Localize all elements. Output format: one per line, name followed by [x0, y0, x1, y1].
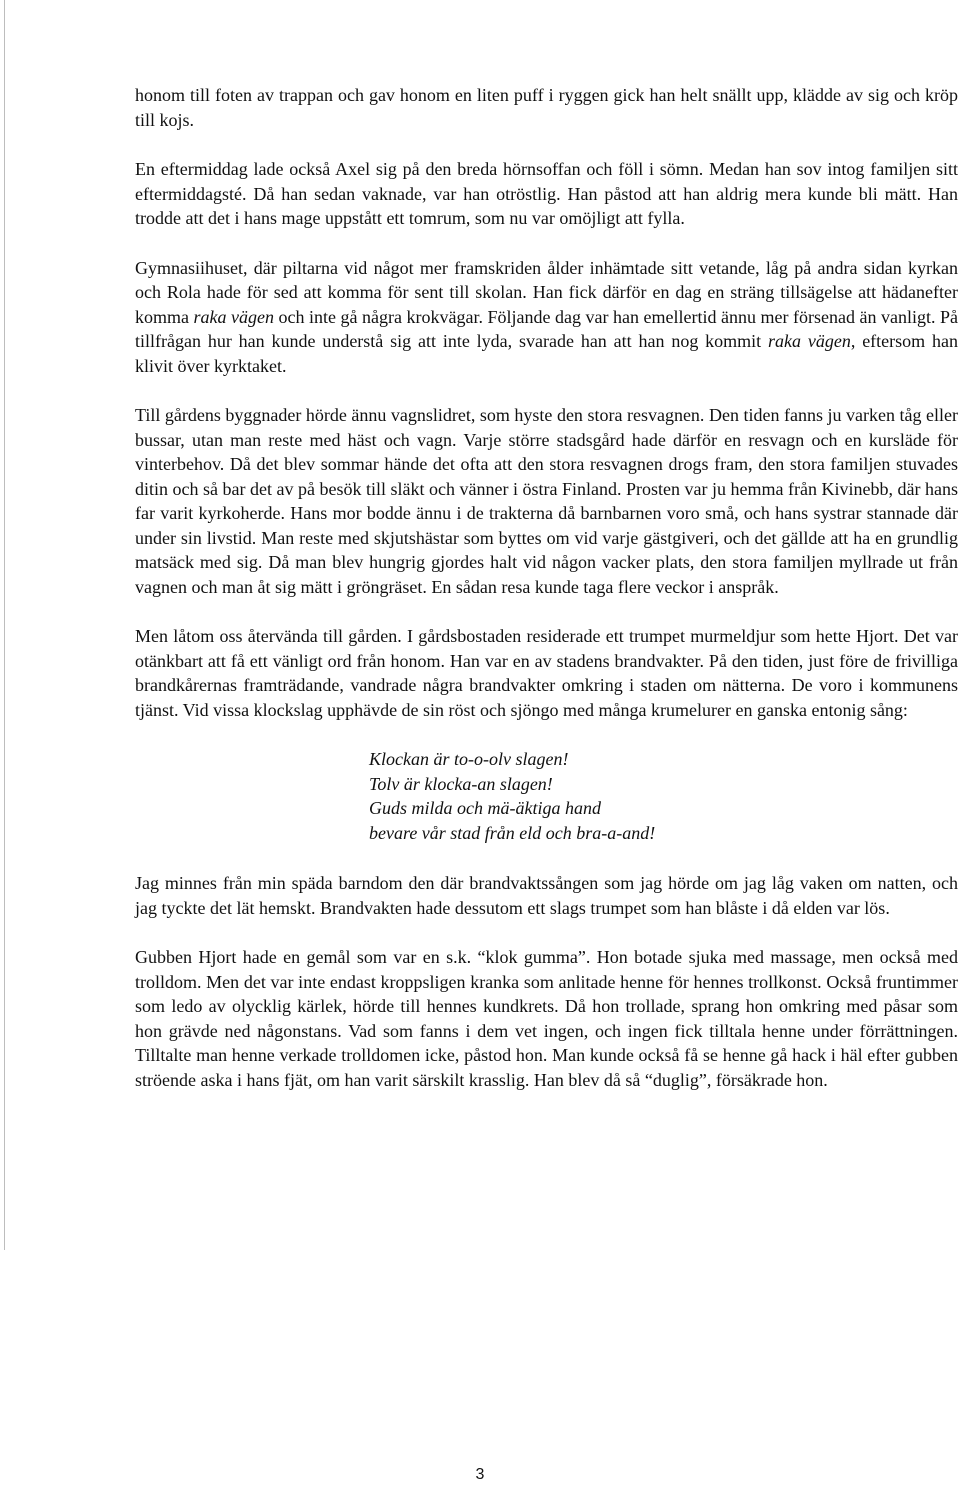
- body-paragraph: [135, 403, 958, 599]
- scan-edge-line: [4, 0, 5, 1250]
- paragraph-text: Till gårdens byggnader hörde ännu vagnslidret, som hyste den stora resvagnen. Den tiden fanns ju varken tåg eller bussar, utan man reste med häst och vagn. Varje större stadsgård hade därför en resvagn och en kursläde för vinterbehov. Då det blev sommar hände det ofta att den stora resvagnen drogs fram, den stora familjen stuvades ditin och så bar det av på besök till släkt och vänner i östra Finland. Prosten var ju hemma från Kivinebb, där hans far varit kyrkoherde. Hans mor bodde ännu i de trakterna då barnbarnen voro små, och hans systrar stannade där under sin livstid. Man reste med skjutshästar som byttes om vid varje gästgiveri, och det gällde att ha en grundlig matsäck med sig. Då man blev hungrig gjordes halt vid någon vacker plats, den stora familjen myllrade ut från vagnen och man åt sig mätt i gröngräset. En sådan resa kunde taga flere veckor i anspråk.: [135, 405, 958, 597]
- paragraph-text: honom till foten av trappan och gav honom en liten puff i ryggen gick han helt snällt upp, klädde av sig och kröp till kojs.: [135, 85, 958, 130]
- paragraphs-after-poem: [135, 871, 958, 1092]
- page-number: 3: [475, 1466, 485, 1483]
- poem-line: Tolv är klocka-an slagen!: [369, 773, 553, 794]
- body-paragraph: [135, 945, 958, 1092]
- body-paragraph: [135, 157, 958, 231]
- paragraph-text: En eftermiddag lade också Axel sig på den breda hörnsoffan och föll i sömn. Medan han sov intog familjen sitt eftermiddagsté. Då han sedan vaknade, var han otröstlig. Han påstod att han aldrig mera kunde bli mätt. Han trodde att det i hans mage uppstått ett tomrum, som nu var omöjligt att fylla.: [135, 159, 958, 228]
- paragraph-text: och inte gå några krokvägar. Följande dag var han emellertid ännu mer försenad än vanligt. På tillfrågan hur han kunde understå sig att inte lyda, svarade han att han nog kommit: [135, 306, 959, 351]
- italic-text: raka vägen: [193, 306, 275, 327]
- poem-line: bevare vår stad från eld och bra-a-and!: [369, 822, 656, 843]
- poem-block: [369, 747, 958, 845]
- paragraphs-before-poem: [135, 83, 958, 722]
- body-paragraph: [135, 624, 958, 722]
- paragraph-text: Gubben Hjort hade en gemål som var en s.k. “klok gumma”. Hon botade sjuka med massage, men också med trolldom. Men det var inte endast kroppsligen kranka som anlitade henne för hennes trollkonst. Också fruntimmer som ledo av olycklig kärlek, hörde till hennes kundkrets. Då hon trollade, sprang hon omkring med påsar som hon grävde ned någonstans. Vad som fanns i dem vet ingen, och ingen fick tilltala henne under förrättningen. Tilltalte man henne verkade trolldomen icke, påstod hon. Man kunde också få se henne gå hack i häl efter gubben ströende aska i hans fjät, om han varit särskilt krasslig. Han blev då så “duglig”, försäkrade hon.: [135, 947, 958, 1090]
- body-paragraph: [135, 256, 958, 379]
- paragraph-text: Gymnasiihuset, där piltarna vid något mer framskriden ålder inhämtade sitt vetande, låg på andra sidan kyrkan och Rola hade för sed att komma för sent till skolan. Han fick därför en dag en sträng tillsägelse att hädanefter komma: [135, 257, 958, 327]
- paragraph-text: Men låtom oss återvända till gården. I gårdsbostaden residerade ett trumpet murmeldjur som hette Hjort. Det var otänkbart att få ett vänligt ord från honom. Han var en av stadens brandvakter. På den tiden, just före de frivilliga brandkårernas framträdande, vandrade några brandvakter omkring i staden om nätterna. De voro i kommunens tjänst. Vid vissa klockslag upphävde de sin röst och sjöngo med många krumelurer en ganska entonig sång:: [135, 626, 958, 720]
- poem-line: Klockan är to-o-olv slagen!: [369, 749, 569, 769]
- paragraph-text: Jag minnes från min späda barndom den där brandvaktssången som jag hörde om jag låg vaken om natten, och jag tyckte det lät hemskt. Brandvakten hade dessutom ett slags trumpet som han blåste i då elden var lös.: [135, 873, 958, 918]
- italic-text: raka vägen: [768, 331, 851, 351]
- body-paragraph: [135, 871, 958, 920]
- body-paragraph: [135, 83, 958, 132]
- document-body: [135, 83, 958, 1117]
- poem-line: Guds milda och mä-äktiga hand: [369, 798, 601, 818]
- paragraph-text: , eftersom han klivit över kyrktaket.: [135, 331, 958, 376]
